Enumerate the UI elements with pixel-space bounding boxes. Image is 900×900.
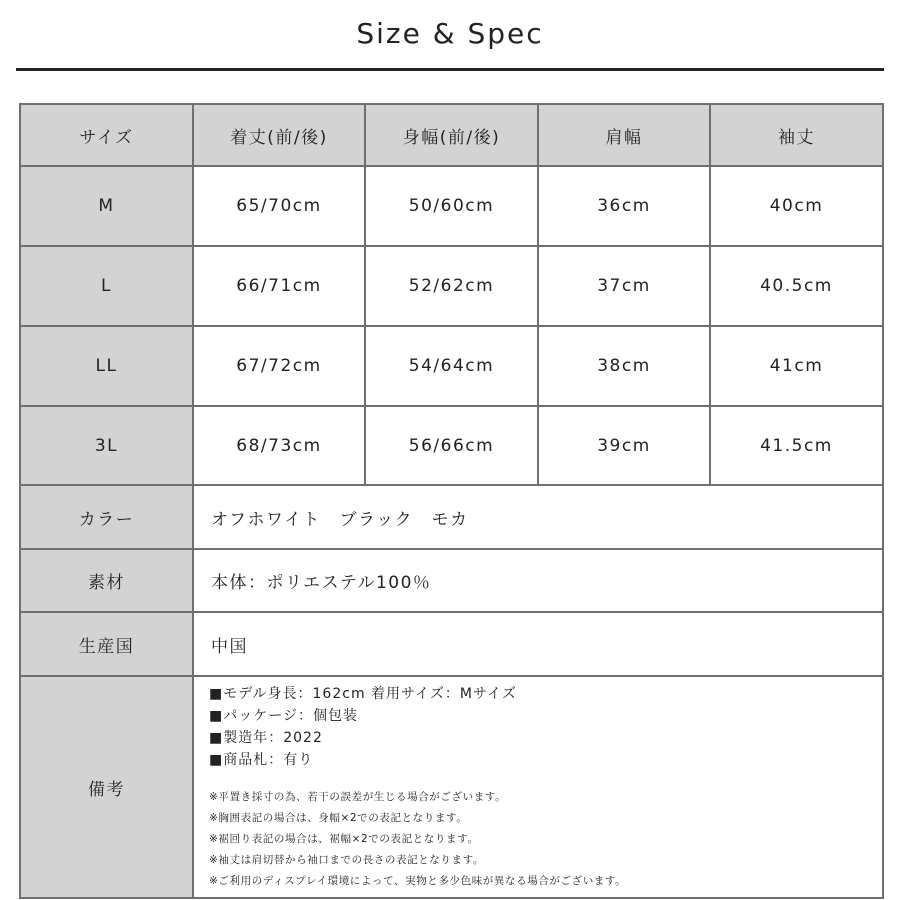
- size-label: M: [20, 166, 193, 246]
- color-row: [20, 485, 883, 549]
- shoulder-cell: 36cm: [538, 166, 710, 246]
- sleeve-cell: 41.5cm: [710, 406, 883, 485]
- note-package: ■パッケージ：個包装: [209, 707, 358, 724]
- note-measurement-error: ※平置き採寸の為、若干の誤差が生じる場合がございます。: [209, 790, 507, 803]
- notes-block: [194, 683, 882, 892]
- notes-row: [20, 676, 883, 898]
- note-chest: ※胸囲表記の場合は、身幅×2での表記となります。: [209, 811, 468, 824]
- header-width: 身幅(前/後): [365, 104, 538, 166]
- width-cell: 54/64cm: [365, 326, 538, 406]
- color-label: カラー: [20, 485, 193, 549]
- size-label: L: [20, 246, 193, 326]
- size-row-3l: [20, 406, 883, 485]
- size-row-m: [20, 166, 883, 246]
- material-row: [20, 549, 883, 612]
- origin-row: [20, 612, 883, 676]
- length-cell: 67/72cm: [193, 326, 365, 406]
- note-model-height: ■モデル身長：162cm 着用サイズ：Mサイズ: [209, 685, 517, 702]
- size-label: LL: [20, 326, 193, 406]
- width-cell: 52/62cm: [365, 246, 538, 326]
- header-sleeve: 袖丈: [710, 104, 883, 166]
- note-product-tag: ■商品札：有り: [209, 751, 314, 768]
- color-value: オフホワイト ブラック モカ: [193, 485, 883, 549]
- size-row-l: [20, 246, 883, 326]
- note-hem: ※裾回り表記の場合は、裾幅×2での表記となります。: [209, 832, 479, 845]
- size-table-header-row: [20, 104, 883, 166]
- shoulder-cell: 39cm: [538, 406, 710, 485]
- note-manufacture-year: ■製造年：2022: [209, 729, 323, 746]
- size-spec-table: [19, 103, 884, 899]
- notes-spacer: [209, 771, 882, 787]
- header-length: 着丈(前/後): [193, 104, 365, 166]
- material-label: 素材: [20, 549, 193, 612]
- width-cell: 56/66cm: [365, 406, 538, 485]
- shoulder-cell: 38cm: [538, 326, 710, 406]
- header-shoulder: 肩幅: [538, 104, 710, 166]
- header-size: サイズ: [20, 104, 193, 166]
- note-sleeve-length: ※袖丈は肩切替から袖口までの長さの表記となります。: [209, 853, 484, 866]
- note-display-color: ※ご利用のディスプレイ環境によって、実物と多少色味が異なる場合がございます。: [209, 874, 627, 887]
- origin-value: 中国: [193, 612, 883, 676]
- size-row-ll: [20, 326, 883, 406]
- notes-cell: [193, 676, 883, 898]
- length-cell: 65/70cm: [193, 166, 365, 246]
- sleeve-cell: 40.5cm: [710, 246, 883, 326]
- sleeve-cell: 41cm: [710, 326, 883, 406]
- length-cell: 68/73cm: [193, 406, 365, 485]
- width-cell: 50/60cm: [365, 166, 538, 246]
- title-divider: [16, 68, 884, 71]
- sleeve-cell: 40cm: [710, 166, 883, 246]
- shoulder-cell: 37cm: [538, 246, 710, 326]
- page-title: Size & Spec: [356, 17, 544, 50]
- notes-label: 備考: [20, 676, 193, 898]
- size-label: 3L: [20, 406, 193, 485]
- material-value: 本体：ポリエステル100％: [193, 549, 883, 612]
- length-cell: 66/71cm: [193, 246, 365, 326]
- origin-label: 生産国: [20, 612, 193, 676]
